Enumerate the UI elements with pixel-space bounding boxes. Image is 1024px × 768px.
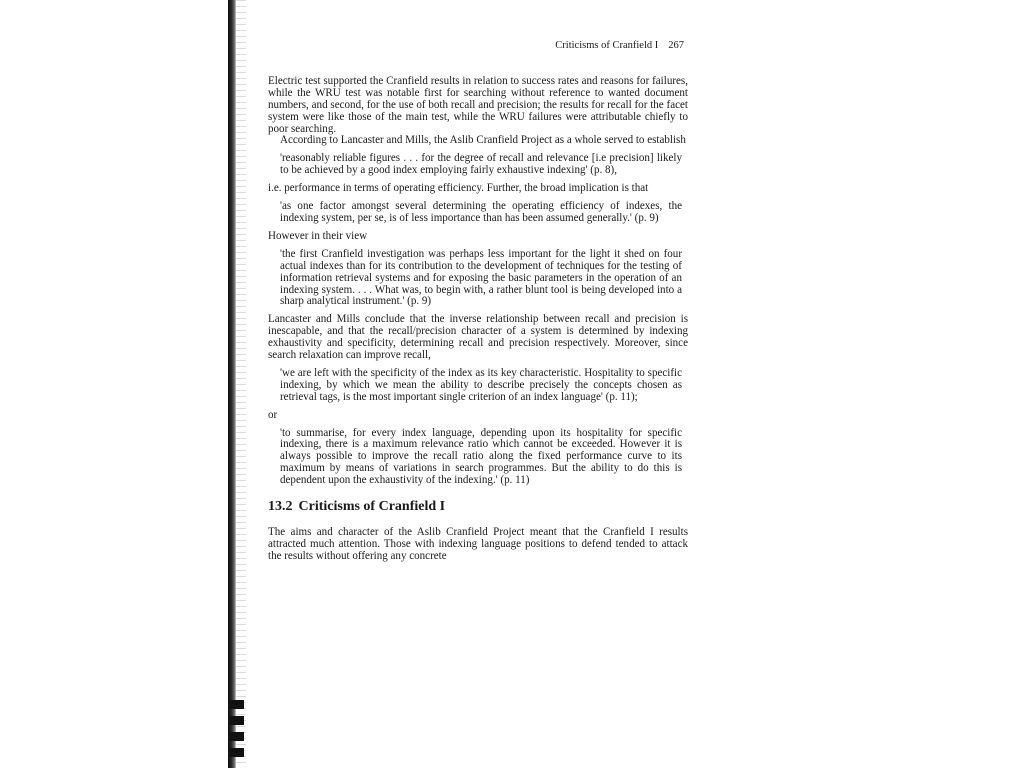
- page-edge-lines: [236, 0, 246, 768]
- paragraph: However in their view: [268, 229, 368, 242]
- paragraph: Electric test supported the Cranfield results in relation to success rates and reasons for failures, while the WRU test was notable first for searching without reference to wanted document numbers, and second, for the use of both recall and precision; the results for recall for the facet system were like those of the main test, while the WRU failures were attributable chiefly to poor searching.: [268, 74, 688, 135]
- spine-mark: [230, 748, 244, 757]
- section-heading: [268, 499, 688, 515]
- block-quote: 'the first Cranfield investigation was perhaps less important for the light it shed on four actual indexes than for its contribution to the development of techniques for the testing of information retrieval systems and for exposing the basic parameters in the operation of an indexing system. . . . What was, to begin with, a rather blunt tool is being developed into a sharp analytical instrument.' (p. 9): [280, 247, 682, 308]
- paragraph: Lancaster and Mills conclude that the inverse relationship between recall and precision is inescapable, and that the recall/precision character of a system is determined by indexing exhaustivity and specificity, determining recall and precision respectively. Moreover, since search relaxation can improve recall,: [268, 313, 688, 362]
- running-title: Criticisms of Cranfield I: [555, 40, 659, 51]
- section-title: Criticisms of Cranfield I: [298, 499, 446, 515]
- section-number: 13.2: [268, 499, 293, 515]
- paragraph: The aims and character of the Aslib Cranfield Project meant that the Cranfield I results attracted much attention. Those with indexing language positions to defend tended to attack the results without offering any concrete: [268, 526, 688, 562]
- paragraph: i.e. performance in terms of operating efficiency. Further, the broad implication is that: [268, 182, 649, 195]
- page-number: 267: [668, 40, 684, 51]
- paragraph: According to Lancaster and Mills, the Aslib Cranfield Project as a whole served to establish: [280, 134, 686, 147]
- block-quote: 'reasonably reliable figures . . . for the degree of recall and relevance [i.e precision] likely to be achieved by a good index employing fairly exhaustive indexing' (p. 8),: [280, 152, 682, 177]
- book-page: [268, 40, 688, 563]
- block-quote: 'as one factor amongst several determining the operating efficiency of indexes, the indexing system, per se, is of less importance than has been assumed generally.' (p. 9): [280, 200, 682, 224]
- block-quote: 'we are left with the specificity of the index as its key characteristic. Hospitality to specific indexing, by which we mean the ability to describe precisely the concepts chosen as retrieval tags, is the most important single criterion of an index language' (p. 11);: [280, 366, 682, 403]
- spine-mark: [230, 716, 244, 725]
- running-header: [268, 40, 688, 52]
- spine-mark: [230, 732, 244, 741]
- paragraph: or: [268, 408, 278, 421]
- spine-mark: [230, 700, 244, 709]
- book-spine-shadow: [228, 0, 236, 768]
- block-quote: 'to summarise, for every index language, depending upon its hospitality for specific indexing, there is a maximum relevance ratio which cannot be exceeded. However it is always possible to improve the recall ratio along the fixed performance curve to its maximum by means of variations in search programmes. But the ability to do this is dependent upon the exhaustivity of the indexing.' (p. 11): [280, 426, 682, 487]
